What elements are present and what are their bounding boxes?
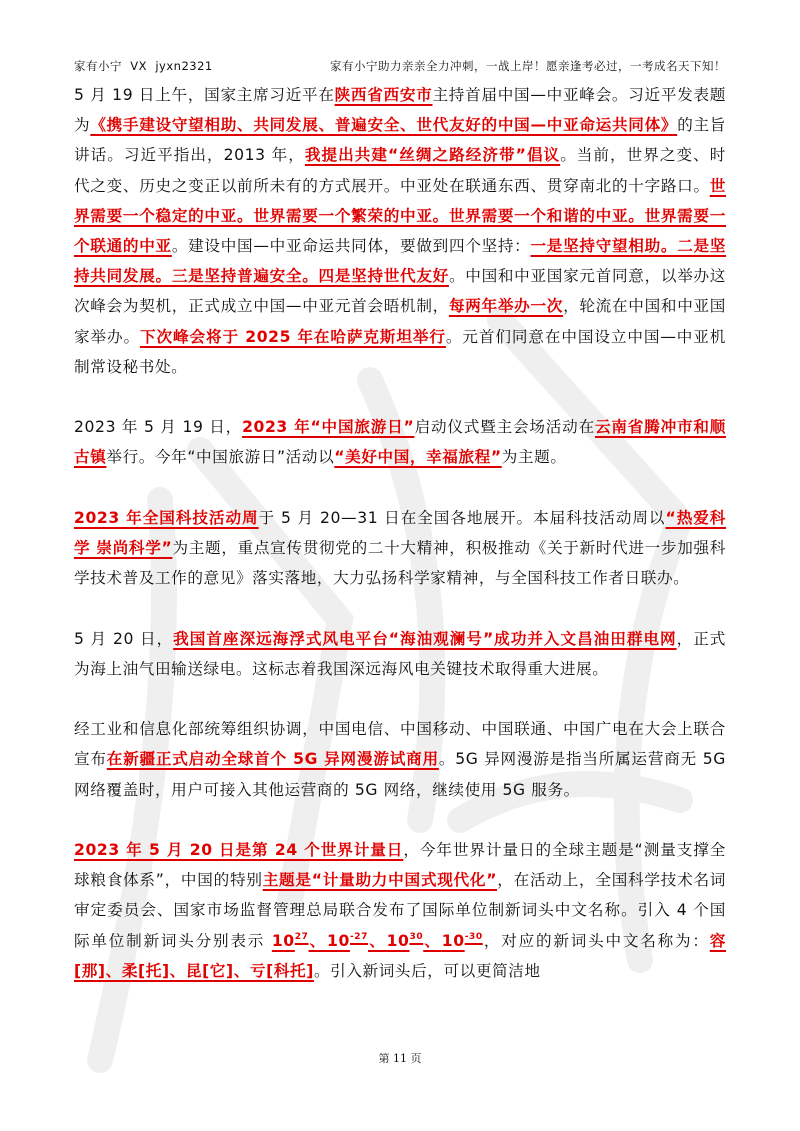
- body-text: ，对应的新词头中文名称为：: [482, 931, 710, 950]
- highlighted-text: 、: [368, 931, 387, 950]
- highlighted-text: 、: [308, 931, 328, 950]
- body-text: 启动仪式暨主会场活动在: [414, 418, 595, 437]
- body-text: 。5G 异网漫游是指当所属运营商无 5G 网络覆盖时，用户可接入其他运营商的 5G 网络，继续使用 5G 服务。: [74, 750, 726, 799]
- body-text: 为主题。: [501, 448, 567, 467]
- body-text: 。元首们同意在中国设立中国—中亚机制常设秘书处。: [74, 327, 726, 376]
- body-text: 为主题，重点宣传贯彻党的二十大精神，积极推动《关于新时代进一步加强科学技术普及工作的意见》落实落地，大力弘扬科学家精神，与全国科技工作者日联办。: [74, 539, 726, 588]
- highlighted-text: 10: [386, 931, 410, 950]
- page-header: [74, 57, 726, 75]
- paragraph: [74, 714, 726, 805]
- highlighted-text: 10: [327, 931, 350, 950]
- highlighted-text: 主题是“计量助力中国式现代化”: [262, 871, 498, 890]
- body-text: 的主旨讲话。习近平指出，2013 年，: [74, 116, 726, 165]
- document-body: [74, 80, 726, 986]
- highlighted-text: 、: [423, 931, 442, 950]
- body-text: ，正式为海上油气田输送绿电。这标志着我国深远海风电关键技术取得重大进展。: [74, 629, 726, 678]
- body-text: 。建设中国—中亚命运共同体，要做到四个坚持：: [171, 237, 531, 256]
- highlighted-text: 陕西省西安市: [334, 86, 433, 104]
- body-text: ，在活动上，全国科学技术名词审定委员会、国家市场监督管理总局联合发布了国际单位制新词头中文名称。引入 4 个国际单位制新词头分别表示: [74, 871, 726, 950]
- body-text: 。引入新词头后，可以更简洁地: [313, 961, 541, 980]
- highlighted-text: 我国首座深远海浮式风电平台“海油观澜号”成功并入文昌油田群电网: [173, 629, 677, 648]
- highlighted-text: 《携手建设守望相助、共同发展、普遍安全、世代友好的中国—中亚命运共同体》: [90, 116, 678, 135]
- body-text: 举行。今年“中国旅游日”活动以: [106, 448, 335, 467]
- body-text: 5 月 20 日，: [74, 629, 174, 648]
- body-text: 5 月 19 日上午，国家主席习近平在: [74, 86, 335, 104]
- highlighted-text: 2023 年“中国旅游日”: [242, 418, 415, 437]
- body-text: 。当前，世界之变、时代之变、历史之变正以前所未有的方式展开。中亚处在联通东西、贯穿南北的十字路口。: [74, 146, 726, 195]
- highlighted-text: 2023 年 5 月 20 日是第 24 个世界计量日: [74, 841, 404, 859]
- body-text: 经工业和信息化部统筹组织协调，中国电信、中国移动、中国联通、中国广电在大会上联合宣布: [74, 720, 726, 769]
- highlighted-text: 每两年举办一次: [448, 297, 564, 316]
- body-text: 主持首届中国—中亚峰会。习近平发表题为: [74, 86, 726, 135]
- highlighted-text: 30: [409, 931, 424, 942]
- body-text: ，轮流在中国和中亚国家举办。: [74, 297, 726, 346]
- highlighted-text: 世界需要一个稳定的中亚。世界需要一个繁荣的中亚。世界需要一个和谐的中亚。世界需要一个联通的中亚: [74, 176, 726, 256]
- paragraph: [74, 835, 726, 986]
- highlighted-text: “美好中国，幸福旅程”: [334, 448, 502, 467]
- highlighted-text: 容[那]、柔[托]、昆[它]、亏[科托]: [74, 931, 726, 980]
- header-right-text: 家有小宁助力亲亲全力冲刺，一战上岸！愿亲逢考必过，一考成名天下知！: [330, 59, 726, 73]
- highlighted-text: 在新疆正式启动全球首个 5G 异网漫游试商用: [106, 750, 439, 769]
- body-text: 2023 年 5 月 19 日，: [74, 418, 243, 437]
- highlighted-text: 27: [294, 931, 309, 942]
- body-text: 于 5 月 20—31 日在全国各地展开。本届科技活动周以: [258, 508, 666, 527]
- highlighted-text: 10: [441, 931, 465, 950]
- paragraph: [74, 80, 726, 382]
- paragraph: [74, 624, 726, 684]
- highlighted-text: -27: [349, 931, 369, 942]
- highlighted-text: 云南省腾冲市和顺古镇: [74, 418, 726, 467]
- paragraph: [74, 503, 726, 594]
- highlighted-text: 10: [271, 931, 295, 950]
- paragraph: [74, 412, 726, 472]
- highlighted-text: 一是坚持守望相助。二是坚持共同发展。三是坚持普遍安全。四是坚持世代友好: [74, 237, 727, 286]
- body-text: 。中国和中亚国家元首同意，以举办这次峰会为契机，正式成立中国—中亚元首会晤机制，: [74, 267, 726, 316]
- page-number: 第 11 页: [378, 1052, 422, 1065]
- highlighted-text: “热爱科学 崇尚科学”: [74, 508, 726, 558]
- header-left-text: 家有小宁 VX jyxn2321: [74, 59, 213, 73]
- highlighted-text: 下次峰会将于 2025 年在哈萨克斯坦举行: [139, 327, 446, 346]
- highlighted-text: 2023 年全国科技活动周: [74, 508, 259, 527]
- highlighted-text: 我提出共建“丝绸之路经济带”倡议: [304, 146, 561, 165]
- highlighted-text: -30: [464, 931, 483, 942]
- body-text: ，今年世界计量日的全球主题是“测量支撑全球粮食体系”，中国的特别: [74, 841, 726, 890]
